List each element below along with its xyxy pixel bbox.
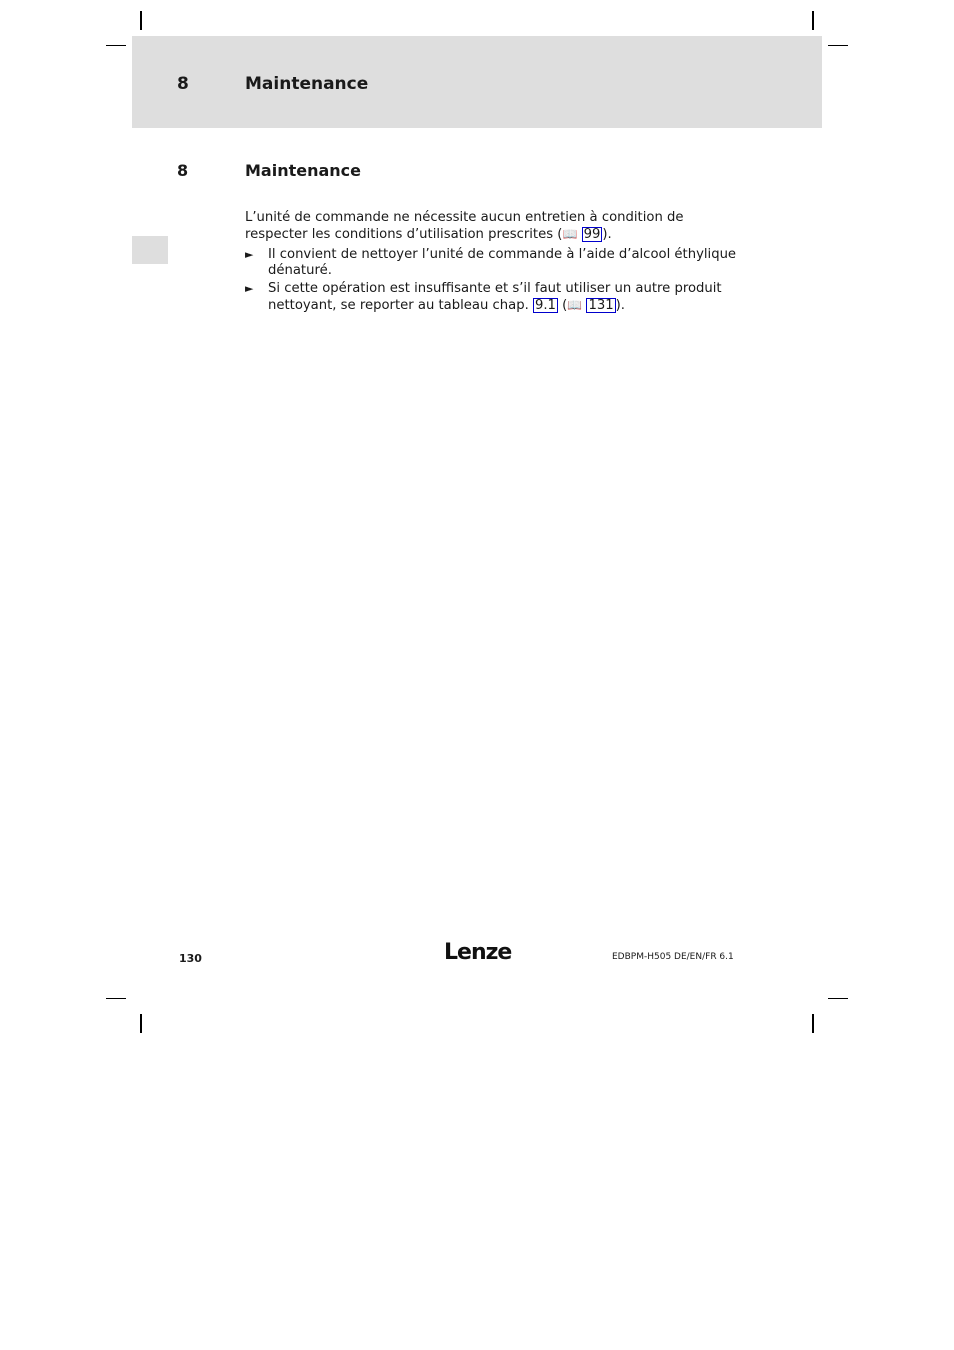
triangle-right-icon: ►: [245, 282, 254, 295]
document-id: EDBPM-H505 DE/EN/FR 6.1: [612, 952, 734, 962]
main-content: [245, 210, 745, 316]
chapter-number: 8: [177, 74, 189, 94]
crop-mark: [812, 1014, 814, 1033]
chapter-link-9-1[interactable]: 9.1: [534, 298, 556, 313]
list-item: ► Si cette opération est insuffisante et s’il faut utiliser un autre produit nettoyant, se reporter au tableau chap. 9.1 (📖 131 ).: [245, 281, 722, 313]
lenze-logo: Lenze: [444, 940, 512, 965]
intro-paragraph: L’unité de commande ne nécessite aucun entretien à condition de respecter les conditions d’utilisation prescrites (📖 99 ).: [245, 210, 684, 242]
crop-mark: [812, 11, 814, 30]
crop-mark: [140, 11, 142, 30]
page-link-131[interactable]: 131: [588, 298, 614, 313]
side-tab-marker: [132, 236, 168, 264]
chapter-title: Maintenance: [245, 74, 369, 94]
section-title: Maintenance: [245, 161, 362, 180]
book-icon: 📖: [562, 227, 578, 241]
page-link-99[interactable]: 99: [583, 227, 601, 242]
book-icon: 📖: [567, 298, 583, 312]
crop-mark: [106, 998, 126, 999]
crop-mark: [828, 45, 848, 46]
crop-mark: [140, 1014, 142, 1033]
triangle-right-icon: ►: [245, 248, 254, 261]
crop-mark: [828, 998, 848, 999]
list-item: ► Il convient de nettoyer l’unité de commande à l’aide d’alcool éthylique dénaturé.: [245, 247, 737, 278]
section-number: 8: [177, 161, 189, 180]
chapter-banner: [132, 36, 822, 128]
page-number: 130: [179, 952, 202, 965]
crop-mark: [106, 45, 126, 46]
